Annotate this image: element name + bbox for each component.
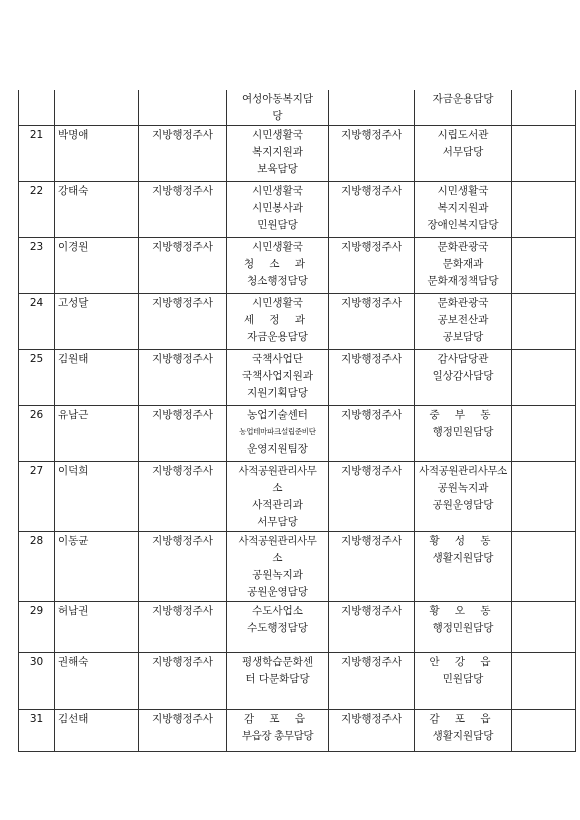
current-department	[227, 653, 329, 710]
new-department	[415, 532, 512, 602]
new-grade: 지방행정주사	[329, 532, 415, 602]
current-department-line: 평생학습문화센	[241, 656, 313, 668]
new-department	[415, 462, 512, 532]
new-department-line: 안 강 읍	[429, 656, 497, 668]
employee-name: 김원태	[55, 350, 139, 406]
table-row	[19, 532, 576, 602]
row-number: 25	[19, 350, 55, 406]
new-department-line: 행정민원담당	[432, 426, 494, 438]
current-grade: 지방행정주사	[139, 602, 227, 653]
new-department-line: 서무담당	[442, 146, 484, 158]
current-department	[227, 350, 329, 406]
current-grade: 지방행정주사	[139, 182, 227, 238]
new-department-line: 중 부 동	[429, 409, 497, 421]
employee-name: 유남근	[55, 406, 139, 462]
current-grade: 지방행정주사	[139, 126, 227, 182]
current-department-line: 사적관리과	[252, 499, 303, 511]
new-department	[415, 710, 512, 752]
new-department	[415, 653, 512, 710]
row-number: 24	[19, 294, 55, 350]
remarks-cell	[512, 602, 576, 653]
new-department-line: 시립도서관	[437, 129, 489, 141]
current-department-line: 농업테마파크설립준비단	[239, 427, 316, 436]
current-department-line: 소	[272, 482, 283, 494]
row-number: 21	[19, 126, 55, 182]
table-row	[19, 182, 576, 238]
table-row	[19, 90, 576, 126]
new-grade: 지방행정주사	[329, 182, 415, 238]
current-department	[227, 532, 329, 602]
current-department	[227, 462, 329, 532]
new-department-line: 감 포 읍	[429, 713, 497, 725]
current-department	[227, 238, 329, 294]
remarks-cell	[512, 90, 576, 126]
current-department-line: 수도사업소	[252, 605, 303, 617]
remarks-cell	[512, 462, 576, 532]
current-department	[227, 406, 329, 462]
current-department-line: 시민생활국	[252, 241, 303, 253]
current-grade: 지방행정주사	[139, 710, 227, 752]
new-department-line: 황 성 동	[429, 535, 497, 547]
current-department-line: 사적공원관리사무	[238, 535, 317, 547]
new-department	[415, 238, 512, 294]
current-department-line: 농업기술센터	[247, 409, 308, 421]
current-grade: 지방행정주사	[139, 238, 227, 294]
current-grade: 지방행정주사	[139, 350, 227, 406]
employee-name	[55, 90, 139, 126]
table-row	[19, 238, 576, 294]
new-department-line: 자금운용담당	[432, 93, 494, 105]
current-department	[227, 126, 329, 182]
new-department-line: 공원녹지과	[437, 482, 489, 494]
current-department-line: 시민봉사과	[252, 202, 303, 214]
current-grade: 지방행정주사	[139, 406, 227, 462]
new-grade: 지방행정주사	[329, 406, 415, 462]
table-row	[19, 710, 576, 752]
new-grade: 지방행정주사	[329, 238, 415, 294]
new-department-line: 문화재과	[442, 258, 484, 270]
employee-name: 권해숙	[55, 653, 139, 710]
new-department-line: 문화재정책담당	[427, 275, 499, 287]
current-department-line: 터 다문화담당	[245, 673, 310, 685]
current-department-line: 보육담당	[257, 163, 298, 175]
remarks-cell	[512, 710, 576, 752]
new-department-line: 생활지원담당	[432, 730, 494, 742]
remarks-cell	[512, 126, 576, 182]
current-department-line: 지원기획담당	[247, 387, 308, 399]
row-number	[19, 90, 55, 126]
new-grade: 지방행정주사	[329, 126, 415, 182]
current-department-line: 시민생활국	[252, 129, 303, 141]
current-department-line: 수도행정담당	[247, 622, 308, 634]
row-number: 27	[19, 462, 55, 532]
new-department-line: 문화관광국	[437, 241, 489, 253]
remarks-cell	[512, 532, 576, 602]
current-department-line: 공원운영담당	[247, 586, 308, 598]
new-department-line: 민원담당	[442, 673, 484, 685]
personnel-table	[18, 90, 576, 752]
remarks-cell	[512, 350, 576, 406]
new-department	[415, 182, 512, 238]
new-department	[415, 126, 512, 182]
current-department-line: 복지지원과	[252, 146, 303, 158]
current-department-line: 소	[272, 552, 283, 564]
employee-name: 허남권	[55, 602, 139, 653]
employee-name: 이경원	[55, 238, 139, 294]
table-row	[19, 462, 576, 532]
row-number: 26	[19, 406, 55, 462]
row-number: 30	[19, 653, 55, 710]
current-department-line: 시민생활국	[252, 185, 303, 197]
current-grade: 지방행정주사	[139, 294, 227, 350]
employee-name: 김선태	[55, 710, 139, 752]
new-department	[415, 350, 512, 406]
new-department-line: 황 오 동	[429, 605, 497, 617]
current-department-line: 국책사업단	[252, 353, 303, 365]
current-department-line: 민원담당	[257, 219, 298, 231]
remarks-cell	[512, 406, 576, 462]
current-grade: 지방행정주사	[139, 532, 227, 602]
current-grade	[139, 90, 227, 126]
row-number: 29	[19, 602, 55, 653]
new-grade: 지방행정주사	[329, 653, 415, 710]
row-number: 22	[19, 182, 55, 238]
current-department	[227, 182, 329, 238]
current-department-line: 시민생활국	[252, 297, 303, 309]
row-number: 31	[19, 710, 55, 752]
current-department-line: 운영지원팀장	[247, 443, 308, 455]
current-grade: 지방행정주사	[139, 462, 227, 532]
new-grade	[329, 90, 415, 126]
table-row	[19, 602, 576, 653]
current-department-line: 감 포 읍	[243, 713, 312, 725]
table-row	[19, 294, 576, 350]
employee-name: 이덕희	[55, 462, 139, 532]
current-department-line: 여성아동복지담	[241, 93, 313, 105]
current-department-line: 자금운용담당	[247, 331, 308, 343]
new-department	[415, 90, 512, 126]
new-department-line: 일상감사담당	[432, 370, 494, 382]
new-department	[415, 294, 512, 350]
new-department-line: 장애인복지담당	[427, 219, 499, 231]
current-department-line: 청 소 과	[243, 258, 312, 270]
new-department-line: 문화관광국	[437, 297, 489, 309]
new-department-line: 공보담당	[442, 331, 484, 343]
new-department	[415, 602, 512, 653]
employee-name: 고성달	[55, 294, 139, 350]
new-grade: 지방행정주사	[329, 462, 415, 532]
remarks-cell	[512, 238, 576, 294]
new-grade: 지방행정주사	[329, 294, 415, 350]
table-row	[19, 126, 576, 182]
current-department-line: 부읍장 총무담당	[241, 730, 314, 742]
table-row	[19, 406, 576, 462]
new-department-line: 감사담당관	[437, 353, 489, 365]
current-department-line: 당	[272, 110, 283, 122]
current-department-line: 공원녹지과	[252, 569, 303, 581]
employee-name: 강태숙	[55, 182, 139, 238]
current-department	[227, 90, 329, 126]
new-department	[415, 406, 512, 462]
row-number: 23	[19, 238, 55, 294]
remarks-cell	[512, 653, 576, 710]
current-department-line: 서무담당	[257, 516, 298, 528]
new-department-line: 시민생활국	[437, 185, 489, 197]
new-department-line: 사적공원관리사무소	[419, 465, 507, 477]
current-department-line: 세 정 과	[243, 314, 312, 326]
current-department-line: 국책사업지원과	[241, 370, 313, 382]
new-department-line: 공보전산과	[437, 314, 489, 326]
current-grade: 지방행정주사	[139, 653, 227, 710]
current-department	[227, 710, 329, 752]
row-number: 28	[19, 532, 55, 602]
employee-name: 이동균	[55, 532, 139, 602]
remarks-cell	[512, 182, 576, 238]
new-department-line: 공원운영담당	[432, 499, 494, 511]
new-department-line: 생활지원담당	[432, 552, 494, 564]
current-department-line: 청소행정담당	[247, 275, 308, 287]
table-row	[19, 350, 576, 406]
new-grade: 지방행정주사	[329, 602, 415, 653]
current-department-line: 사적공원관리사무	[238, 465, 317, 477]
current-department	[227, 602, 329, 653]
new-department-line: 행정민원담당	[432, 622, 494, 634]
new-grade: 지방행정주사	[329, 350, 415, 406]
new-department-line: 복지지원과	[437, 202, 489, 214]
current-department	[227, 294, 329, 350]
table-row	[19, 653, 576, 710]
remarks-cell	[512, 294, 576, 350]
new-grade: 지방행정주사	[329, 710, 415, 752]
employee-name: 박명애	[55, 126, 139, 182]
